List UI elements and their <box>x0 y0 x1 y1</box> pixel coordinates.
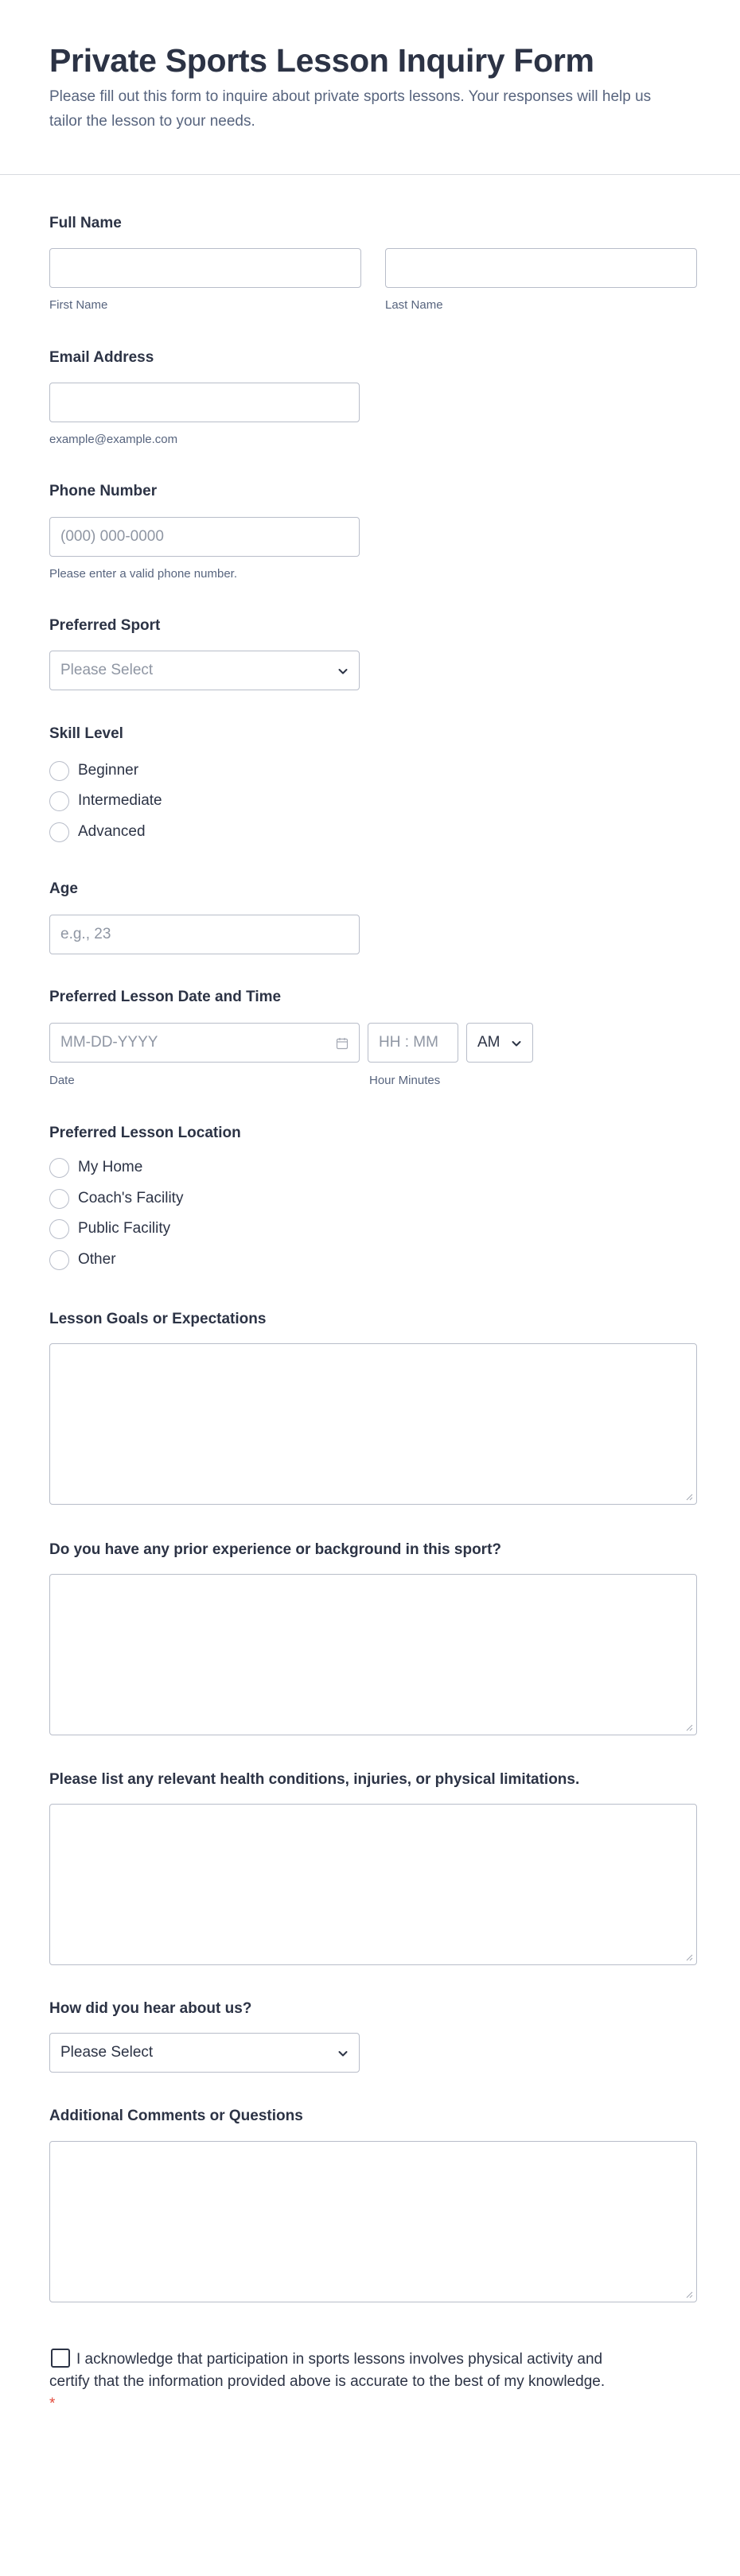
radio-label: Public Facility <box>78 1220 171 1237</box>
age-label: Age <box>49 880 78 897</box>
location-option-coach-facility[interactable] <box>49 1187 183 1210</box>
time-placeholder: HH : MM <box>379 1034 438 1051</box>
skill-label: Skill Level <box>49 725 123 742</box>
resize-handle-icon[interactable] <box>685 1723 693 1731</box>
resize-handle-icon[interactable] <box>685 1493 693 1501</box>
calendar-icon[interactable] <box>336 1037 349 1050</box>
radio-label: Coach's Facility <box>78 1190 184 1206</box>
skill-option-beginner[interactable] <box>49 759 138 783</box>
acknowledge-checkbox[interactable] <box>51 2349 70 2368</box>
health-textarea[interactable] <box>49 1804 697 1965</box>
time-sublabel: Hour Minutes <box>369 1074 441 1087</box>
date-sublabel: Date <box>49 1074 75 1087</box>
sport-label: Preferred Sport <box>49 617 161 634</box>
radio-label: Intermediate <box>78 792 162 809</box>
sport-select[interactable] <box>49 651 360 690</box>
radio-button[interactable] <box>49 822 69 842</box>
resize-handle-icon[interactable] <box>685 1953 693 1961</box>
form-title: Private Sports Lesson Inquiry Form <box>49 42 594 79</box>
comments-textarea[interactable] <box>49 2141 697 2302</box>
resize-handle-icon[interactable] <box>685 2290 693 2298</box>
email-sublabel: example@example.com <box>49 433 178 446</box>
ampm-select[interactable] <box>466 1023 533 1063</box>
last-name-sublabel: Last Name <box>385 298 443 312</box>
referral-label: How did you hear about us? <box>49 2000 252 2017</box>
acknowledge-field <box>49 2349 606 2415</box>
age-input[interactable] <box>49 915 360 954</box>
form-subtitle: Please fill out this form to inquire about private sports lessons. Your responses will help us tailor the lesson to your needs. <box>49 88 652 130</box>
comments-label: Additional Comments or Questions <box>49 2108 303 2124</box>
radio-label: Advanced <box>78 823 146 840</box>
datetime-label: Preferred Lesson Date and Time <box>49 989 282 1005</box>
location-label: Preferred Lesson Location <box>49 1125 241 1141</box>
radio-button[interactable] <box>49 791 69 811</box>
age-placeholder: e.g., 23 <box>60 926 111 942</box>
skill-option-intermediate[interactable] <box>49 789 162 813</box>
radio-label: Beginner <box>78 762 139 779</box>
phone-sublabel: Please enter a valid phone number. <box>49 567 237 581</box>
radio-label: Other <box>78 1251 116 1268</box>
experience-label: Do you have any prior experience or background in this sport? <box>49 1541 502 1558</box>
radio-button[interactable] <box>49 761 69 781</box>
email-input[interactable] <box>49 383 360 422</box>
email-label: Email Address <box>49 349 154 366</box>
radio-button[interactable] <box>49 1158 69 1178</box>
phone-input[interactable] <box>49 517 360 557</box>
goals-textarea[interactable] <box>49 1343 697 1505</box>
referral-select-value: Please Select <box>60 2044 154 2061</box>
health-label: Please list any relevant health conditions, injuries, or physical limitations. <box>49 1771 580 1788</box>
experience-textarea[interactable] <box>49 1574 697 1735</box>
radio-button[interactable] <box>49 1189 69 1209</box>
location-option-my-home[interactable] <box>49 1156 142 1179</box>
location-option-other[interactable] <box>49 1248 116 1272</box>
chevron-down-icon <box>337 2047 349 2060</box>
chevron-down-icon <box>510 1037 523 1050</box>
radio-label: My Home <box>78 1159 143 1175</box>
location-option-public-facility[interactable] <box>49 1217 170 1241</box>
ampm-value: AM <box>477 1034 500 1051</box>
phone-label: Phone Number <box>49 483 158 499</box>
goals-label: Lesson Goals or Expectations <box>49 1311 267 1327</box>
chevron-down-icon <box>337 665 349 678</box>
required-asterisk: * <box>49 2395 56 2412</box>
form-header <box>0 0 740 175</box>
acknowledge-text: I acknowledge that participation in sports lessons involves physical activity and certify that the information provided above is accurate to the best of my knowledge. <box>49 2351 606 2390</box>
date-input[interactable] <box>49 1023 360 1063</box>
time-input[interactable] <box>368 1023 458 1063</box>
phone-placeholder: (000) 000-0000 <box>60 528 164 545</box>
last-name-input[interactable] <box>385 248 697 288</box>
radio-button[interactable] <box>49 1219 69 1239</box>
full-name-label: Full Name <box>49 215 122 231</box>
radio-button[interactable] <box>49 1250 69 1270</box>
first-name-sublabel: First Name <box>49 298 108 312</box>
sport-select-value: Please Select <box>60 662 154 678</box>
first-name-input[interactable] <box>49 248 361 288</box>
skill-option-advanced[interactable] <box>49 820 146 844</box>
date-placeholder: MM-DD-YYYY <box>60 1034 158 1051</box>
referral-select[interactable] <box>49 2033 360 2073</box>
